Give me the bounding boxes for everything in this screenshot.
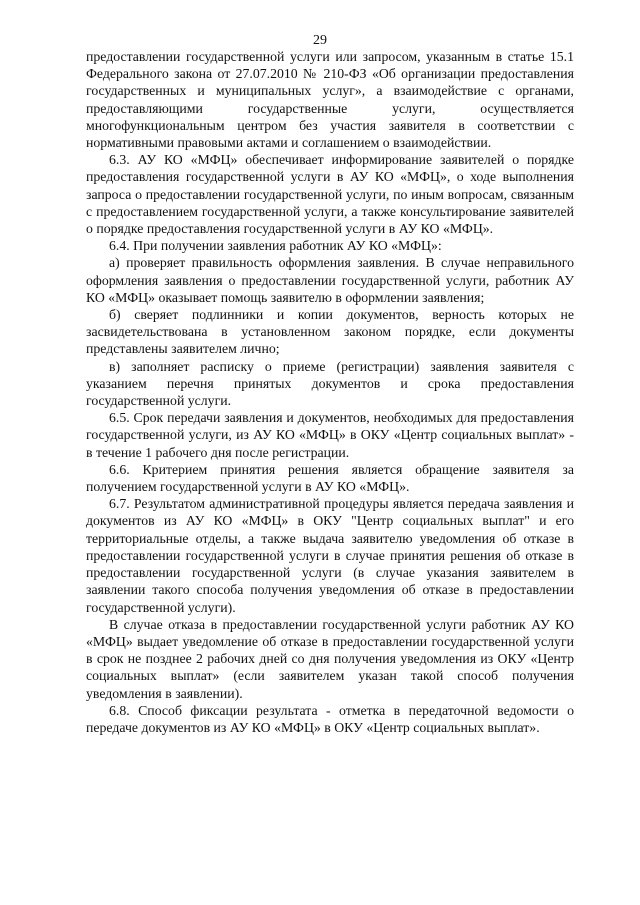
paragraph-6-4-v: в) заполняет расписку о приеме (регистрации) заявления заявителя с указанием перечня принятых документов и срока предоставления государственной услуги.: [86, 358, 574, 409]
paragraph-6-4-a: а) проверяет правильность оформления заявления. В случае неправильного оформления заявления о предоставлении государственной услуги, работник АУ КО «МФЦ» оказывает помощь заявителю в оформлении заявления;: [86, 255, 574, 305]
page-number: 29: [313, 33, 327, 48]
paragraph-continuation: предоставлении государственной услуги или запросом, указанным в статье 15.1 Федерального закона от 27.07.2010 № 210-ФЗ «Об организации предоставления государственных и муниципальных услуг», а взаимодействие с органами, предоставляющими государственные услуги, осуществляется многофункциональным центром без участия заявителя в соответствии с нормативными правовыми актами и соглашением о взаимодействии.: [86, 49, 574, 151]
paragraph-6-3: 6.3. АУ КО «МФЦ» обеспечивает информирование заявителей о порядке предоставления государственной услуги в АУ КО «МФЦ», о ходе выполнения запроса о предоставлении государственной услуги, по иным вопросам, связанным с предоставлением государственной услуги, а также консультирование заявителей о порядке предоставления государственной услуги в АУ КО «МФЦ».: [86, 152, 574, 237]
paragraph-6-7: 6.7. Результатом административной процедуры является передача заявления и документов из АУ КО «МФЦ» в ОКУ "Центр социальных выплат" и его территориальные отделы, а также выдача заявителю уведомления об отказе в предоставлении государственной услуги в случае принятия решения об отказе в предоставлении государственной услуги (в случае указания заявителем в заявлении такого способа получения уведомления об отказе в предоставлении государственной услуги).: [86, 496, 574, 615]
paragraph-6-4-b: б) сверяет подлинники и копии документов, верность которых не засвидетельствована в установленном законом порядке, если документы представлены заявителем лично;: [86, 307, 574, 357]
paragraph-refusal: В случае отказа в предоставлении государственной услуги работник АУ КО «МФЦ» выдает уведомление об отказе в предоставлении государственной услуги в срок не позднее 2 рабочих дней со дня получения уведомления из ОКУ «Центр социальных выплат» (если заявителем указан такой способ получения уведомления в заявлении).: [86, 616, 574, 701]
paragraph-6-6: 6.6. Критерием принятия решения является обращение заявителя за получением государственной услуги в АУ КО «МФЦ».: [86, 461, 574, 495]
document-body: [86, 48, 574, 736]
paragraph-6-5: 6.5. Срок передачи заявления и документов, необходимых для предоставления государственной услуги, из АУ КО «МФЦ» в ОКУ «Центр социальных выплат» - в течение 1 рабочего дня после регистрации.: [86, 410, 574, 460]
paragraph-6-8: 6.8. Способ фиксации результата - отметка в передаточной ведомости о передаче документов из АУ КО «МФЦ» в ОКУ «Центр социальных выплат».: [86, 702, 574, 735]
paragraph-6-4: 6.4. При получении заявления работник АУ КО «МФЦ»:: [109, 238, 442, 254]
